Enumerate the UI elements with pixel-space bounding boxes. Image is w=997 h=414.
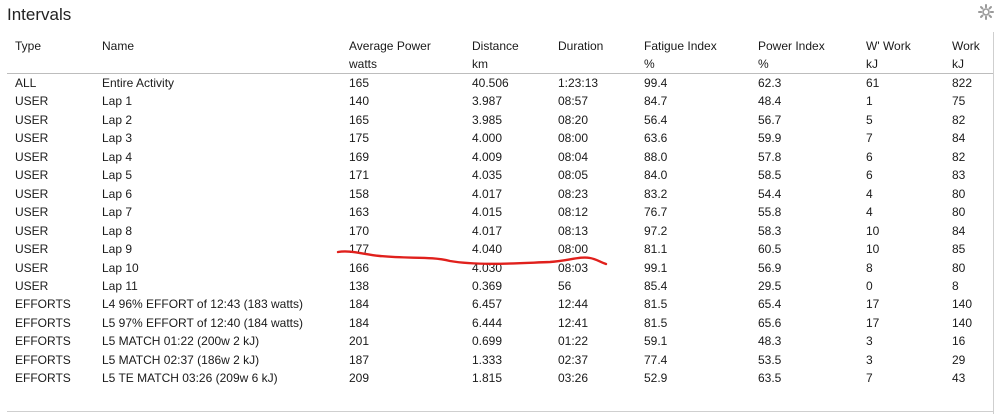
table-cell: Lap 3: [102, 131, 133, 145]
table-cell: 08:57: [558, 94, 589, 108]
table-cell: L5 MATCH 02:37 (186w 2 kJ): [102, 353, 260, 367]
panel-border-right: [993, 32, 994, 414]
table-cell: USER: [15, 131, 49, 145]
table-row[interactable]: [0, 223, 993, 242]
table-cell: 84: [952, 224, 966, 238]
table-cell: 62.3: [758, 76, 782, 90]
table-row[interactable]: [0, 278, 993, 297]
table-cell: 8: [866, 261, 873, 275]
column-header: Type: [15, 39, 42, 53]
table-cell: 3: [866, 334, 873, 348]
table-cell: 5: [866, 113, 873, 127]
table-cell: 0.699: [472, 334, 503, 348]
table-cell: Lap 10: [102, 261, 139, 275]
table-cell: 52.9: [644, 371, 668, 385]
column-unit: km: [472, 57, 488, 71]
table-cell: 7: [866, 371, 873, 385]
table-cell: 59.9: [758, 131, 782, 145]
table-cell: 08:04: [558, 150, 589, 164]
table-cell: 63.5: [758, 371, 782, 385]
table-cell: USER: [15, 168, 49, 182]
column-headers[interactable]: [0, 38, 993, 57]
table-cell: 82: [952, 150, 966, 164]
table-cell: 65.6: [758, 316, 782, 330]
table-cell: 165: [349, 113, 370, 127]
table-cell: USER: [15, 224, 49, 238]
table-row[interactable]: [0, 204, 993, 223]
table-cell: L5 MATCH 01:22 (200w 2 kJ): [102, 334, 260, 348]
table-cell: EFFORTS: [15, 371, 71, 385]
table-cell: EFFORTS: [15, 297, 71, 311]
table-cell: 822: [952, 76, 973, 90]
table-cell: Lap 4: [102, 150, 133, 164]
table-cell: 08:05: [558, 168, 589, 182]
column-header: Fatigue Index: [644, 39, 717, 53]
table-cell: 85.4: [644, 279, 668, 293]
table-cell: 4: [866, 205, 873, 219]
column-unit: %: [758, 57, 769, 71]
table-cell: 17: [866, 297, 880, 311]
table-cell: 53.5: [758, 353, 782, 367]
column-unit: %: [644, 57, 655, 71]
table-row[interactable]: [0, 186, 993, 205]
table-row[interactable]: [0, 149, 993, 168]
table-cell: 48.3: [758, 334, 782, 348]
column-unit: kJ: [952, 57, 964, 71]
table-cell: L5 97% EFFORT of 12:40 (184 watts): [102, 316, 303, 330]
table-row[interactable]: [0, 352, 993, 371]
table-cell: 56.9: [758, 261, 782, 275]
table-cell: 201: [349, 334, 370, 348]
table-row[interactable]: [0, 296, 993, 315]
table-cell: USER: [15, 94, 49, 108]
table-cell: 75: [952, 94, 966, 108]
table-cell: 65.4: [758, 297, 782, 311]
table-cell: 17: [866, 316, 880, 330]
table-cell: 08:20: [558, 113, 589, 127]
table-cell: 60.5: [758, 242, 782, 256]
panel-border-bottom: [7, 411, 994, 412]
table-cell: 08:00: [558, 242, 589, 256]
table-cell: 80: [952, 187, 966, 201]
table-cell: 08:00: [558, 131, 589, 145]
table-row[interactable]: [0, 167, 993, 186]
table-cell: 84: [952, 131, 966, 145]
column-header: Duration: [558, 39, 604, 53]
table-cell: 171: [349, 168, 370, 182]
table-row[interactable]: [0, 112, 993, 131]
table-cell: 82: [952, 113, 966, 127]
table-cell: 81.1: [644, 242, 668, 256]
table-cell: Lap 1: [102, 94, 133, 108]
table-cell: 83.2: [644, 187, 668, 201]
table-cell: 1:23:13: [558, 76, 599, 90]
table-cell: 4.009: [472, 150, 503, 164]
table-row[interactable]: [0, 370, 993, 389]
table-cell: 03:26: [558, 371, 589, 385]
table-cell: 58.3: [758, 224, 782, 238]
table-cell: 54.4: [758, 187, 782, 201]
panel-title: Intervals: [7, 5, 72, 24]
table-cell: 4.040: [472, 242, 503, 256]
column-header: Work: [952, 39, 980, 53]
table-cell: USER: [15, 150, 49, 164]
header-divider: [7, 73, 993, 74]
table-cell: Lap 7: [102, 205, 133, 219]
table-cell: 81.5: [644, 297, 668, 311]
column-header: Distance: [472, 39, 519, 53]
table-cell: 6.444: [472, 316, 503, 330]
table-cell: USER: [15, 261, 49, 275]
table-cell: USER: [15, 113, 49, 127]
table-cell: 56.4: [644, 113, 668, 127]
table-cell: 4.035: [472, 168, 503, 182]
table-cell: 80: [952, 205, 966, 219]
table-cell: USER: [15, 279, 49, 293]
column-header: Average Power: [349, 39, 431, 53]
column-header: Name: [102, 39, 135, 53]
table-cell: 3.987: [472, 94, 503, 108]
table-cell: 140: [349, 94, 370, 108]
table-row[interactable]: [0, 93, 993, 112]
table-cell: 56.7: [758, 113, 782, 127]
table-cell: Lap 8: [102, 224, 133, 238]
column-header: Power Index: [758, 39, 825, 53]
table-cell: 99.1: [644, 261, 668, 275]
table-cell: 63.6: [644, 131, 668, 145]
table-cell: 29.5: [758, 279, 782, 293]
table-cell: Lap 5: [102, 168, 133, 182]
table-cell: 6: [866, 150, 873, 164]
table-cell: 3.985: [472, 113, 503, 127]
table-cell: 170: [349, 224, 370, 238]
table-cell: 12:41: [558, 316, 589, 330]
table-cell: Lap 9: [102, 242, 133, 256]
table-row[interactable]: [0, 315, 993, 334]
table-cell: 4.015: [472, 205, 503, 219]
table-row[interactable]: [0, 75, 993, 94]
column-unit: kJ: [866, 57, 878, 71]
table-cell: 29: [952, 353, 966, 367]
table-cell: 01:22: [558, 334, 589, 348]
table-cell: 4.030: [472, 261, 503, 275]
table-cell: 56: [558, 279, 572, 293]
column-unit: watts: [349, 57, 378, 71]
table-cell: 6.457: [472, 297, 503, 311]
table-cell: 177: [349, 242, 370, 256]
table-cell: 97.2: [644, 224, 668, 238]
table-cell: 77.4: [644, 353, 668, 367]
table-cell: 08:13: [558, 224, 589, 238]
table-cell: 48.4: [758, 94, 782, 108]
table-cell: 1: [866, 94, 873, 108]
table-cell: ALL: [15, 76, 37, 90]
table-cell: 59.1: [644, 334, 668, 348]
table-cell: 163: [349, 205, 370, 219]
table-cell: 43: [952, 371, 966, 385]
table-cell: 4.000: [472, 131, 503, 145]
table-cell: 1.333: [472, 353, 503, 367]
table-cell: 4.017: [472, 187, 503, 201]
table-cell: EFFORTS: [15, 353, 71, 367]
table-cell: 83: [952, 168, 966, 182]
table-cell: 40.506: [472, 76, 509, 90]
table-cell: 175: [349, 131, 370, 145]
table-row[interactable]: [0, 241, 993, 260]
table-cell: Lap 2: [102, 113, 133, 127]
table-cell: 55.8: [758, 205, 782, 219]
table-cell: USER: [15, 187, 49, 201]
table-cell: 76.7: [644, 205, 668, 219]
table-cell: 187: [349, 353, 370, 367]
table-cell: 10: [866, 224, 880, 238]
table-row[interactable]: [0, 130, 993, 149]
table-cell: L5 TE MATCH 03:26 (209w 6 kJ): [102, 371, 278, 385]
table-cell: 4: [866, 187, 873, 201]
table-cell: 88.0: [644, 150, 668, 164]
table-cell: 0: [866, 279, 873, 293]
table-cell: 08:03: [558, 261, 589, 275]
table-cell: 3: [866, 353, 873, 367]
table-cell: 140: [952, 316, 973, 330]
table-row[interactable]: [0, 260, 993, 279]
table-cell: 61: [866, 76, 880, 90]
table-cell: 84.0: [644, 168, 668, 182]
table-cell: USER: [15, 242, 49, 256]
table-cell: Entire Activity: [102, 76, 175, 90]
gear-icon[interactable]: [978, 4, 994, 20]
table-cell: EFFORTS: [15, 334, 71, 348]
table-cell: 184: [349, 316, 370, 330]
table-cell: 138: [349, 279, 370, 293]
table-cell: 1.815: [472, 371, 503, 385]
table-cell: EFFORTS: [15, 316, 71, 330]
table-cell: 80: [952, 261, 966, 275]
table-cell: 209: [349, 371, 370, 385]
table-cell: Lap 11: [102, 279, 138, 293]
table-cell: 166: [349, 261, 370, 275]
table-cell: 58.5: [758, 168, 782, 182]
table-cell: 85: [952, 242, 966, 256]
table-cell: 6: [866, 168, 873, 182]
table-cell: 08:23: [558, 187, 589, 201]
table-cell: 8: [952, 279, 959, 293]
table-cell: 0.369: [472, 279, 503, 293]
table-cell: 7: [866, 131, 873, 145]
table-cell: 08:12: [558, 205, 589, 219]
table-cell: 84.7: [644, 94, 668, 108]
table-cell: 12:44: [558, 297, 589, 311]
column-header: W' Work: [866, 39, 911, 53]
table-cell: 16: [952, 334, 966, 348]
table-row[interactable]: [0, 333, 993, 352]
table-cell: 81.5: [644, 316, 668, 330]
table-cell: 158: [349, 187, 370, 201]
table-cell: 57.8: [758, 150, 782, 164]
table-cell: 4.017: [472, 224, 503, 238]
table-cell: 140: [952, 297, 973, 311]
table-cell: 165: [349, 76, 370, 90]
table-cell: Lap 6: [102, 187, 133, 201]
table-cell: USER: [15, 205, 49, 219]
table-cell: 02:37: [558, 353, 589, 367]
table-cell: 10: [866, 242, 880, 256]
table-cell: L4 96% EFFORT of 12:43 (183 watts): [102, 297, 303, 311]
table-cell: 184: [349, 297, 370, 311]
table-cell: 169: [349, 150, 370, 164]
table-cell: 99.4: [644, 76, 668, 90]
